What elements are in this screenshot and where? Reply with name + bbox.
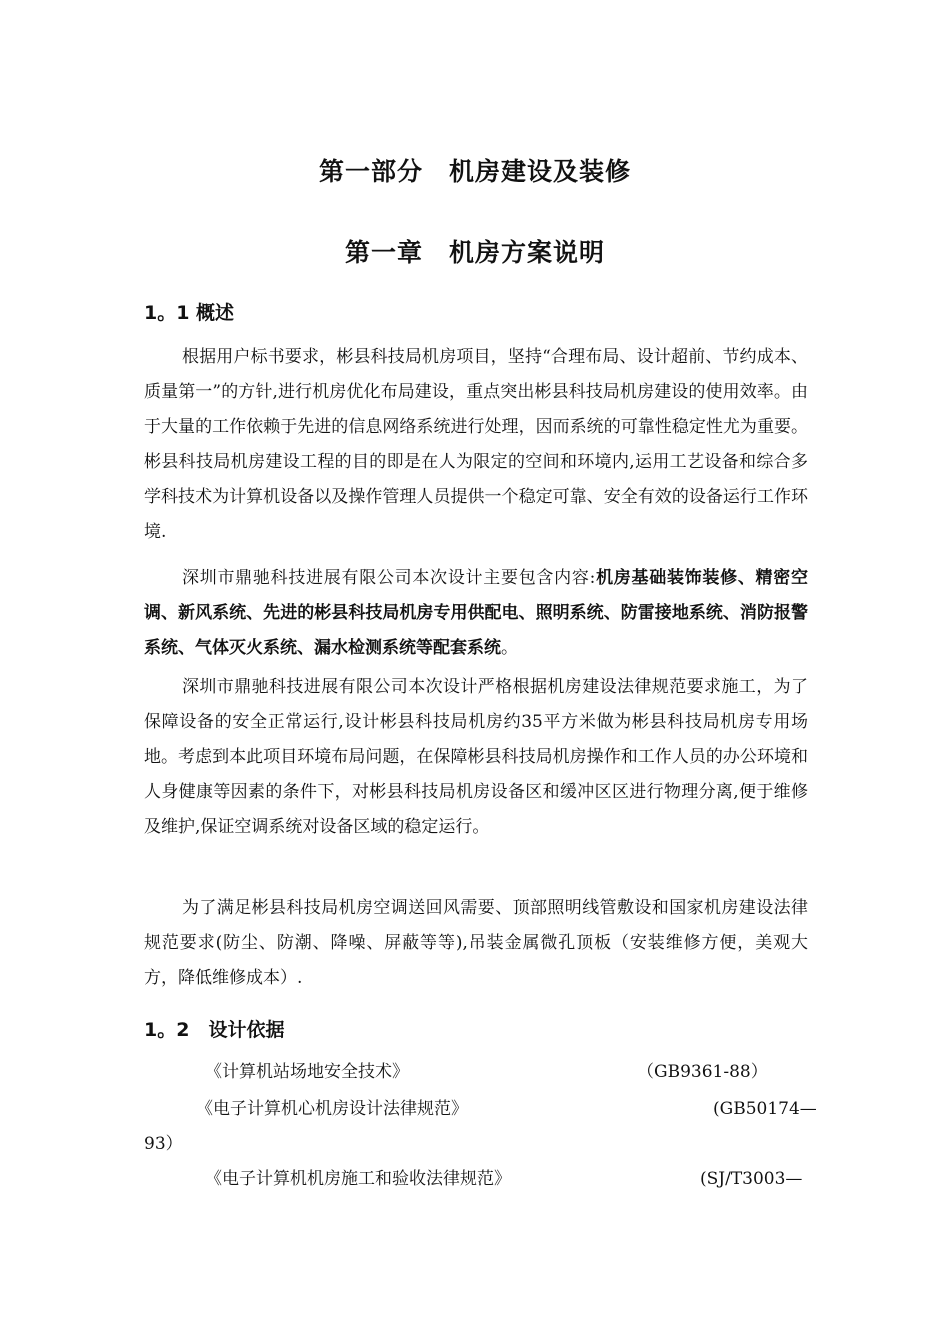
paragraph-overview-2 bbox=[144, 561, 808, 666]
section-heading-design-basis: 1。2 设计依据 bbox=[144, 1019, 285, 1041]
paragraph-overview-2-intro: 深圳市鼎驰科技进展有限公司本次设计主要包含内容: bbox=[182, 568, 596, 588]
paragraph-overview-2-end: 。 bbox=[501, 638, 518, 658]
reference-code: （GB9361-88） bbox=[637, 1062, 768, 1082]
paragraph-overview-1: 根据用户标书要求，彬县科技局机房项目，坚持“合理布局、设计超前、节约成本、质量第一”的方针,进行机房优化布局建设，重点突出彬县科技局机房建设的使用效率。由于大量的工作依赖于先进的信息网络系统进行处理，因而系统的可靠性稳定性尤为重要。彬县科技局机房建设工程的目的即是在人为限定的空间和环境内,运用工艺设备和综合多学科技术为计算机设备以及操作管理人员提供一个稳定可靠、安全有效的设备运行工作环境. bbox=[144, 347, 808, 542]
paragraph-overview-2-scope: 机房基础装饰装修、精密空调、新风系统、先进的彬县科技局机房专用供配电、照明系统、防雷接地系统、消防报警系统、气体灭火系统、漏水检测系统等配套系统 bbox=[144, 568, 809, 658]
reference-title: 《计算机站场地安全技术》 bbox=[205, 1062, 409, 1082]
reference-code: (GB50174— bbox=[713, 1099, 817, 1119]
reference-code: (SJ/T3003— bbox=[700, 1169, 803, 1189]
part-title: 第一部分 机房建设及装修 bbox=[318, 157, 631, 186]
reference-code-continuation: 93） bbox=[144, 1134, 183, 1154]
paragraph-overview-4: 为了满足彬县科技局机房空调送回风需要、顶部照明线管敷设和国家机房建设法律规范要求(防尘、防潮、降噪、屏蔽等等),吊装金属微孔顶板（安装维修方便，美观大方，降低维修成本）. bbox=[144, 898, 808, 988]
chapter-title: 第一章 机房方案说明 bbox=[344, 238, 605, 267]
paragraph-overview-3: 深圳市鼎驰科技进展有限公司本次设计严格根据机房建设法律规范要求施工，为了保障设备的安全正常运行,设计彬县科技局机房约35平方米做为彬县科技局机房专用场地。考虑到本此项目环境布局问题，在保障彬县科技局机房操作和工作人员的办公环境和人身健康等因素的条件下，对彬县科技局机房设备区和缓冲区区进行物理分离,便于维修及维护,保证空调系统对设备区域的稳定运行。 bbox=[144, 677, 808, 837]
reference-title: 《电子计算机心机房设计法律规范》 bbox=[196, 1099, 468, 1119]
section-heading-overview: 1。1 概述 bbox=[144, 302, 235, 324]
reference-title: 《电子计算机机房施工和验收法律规范》 bbox=[205, 1169, 511, 1189]
